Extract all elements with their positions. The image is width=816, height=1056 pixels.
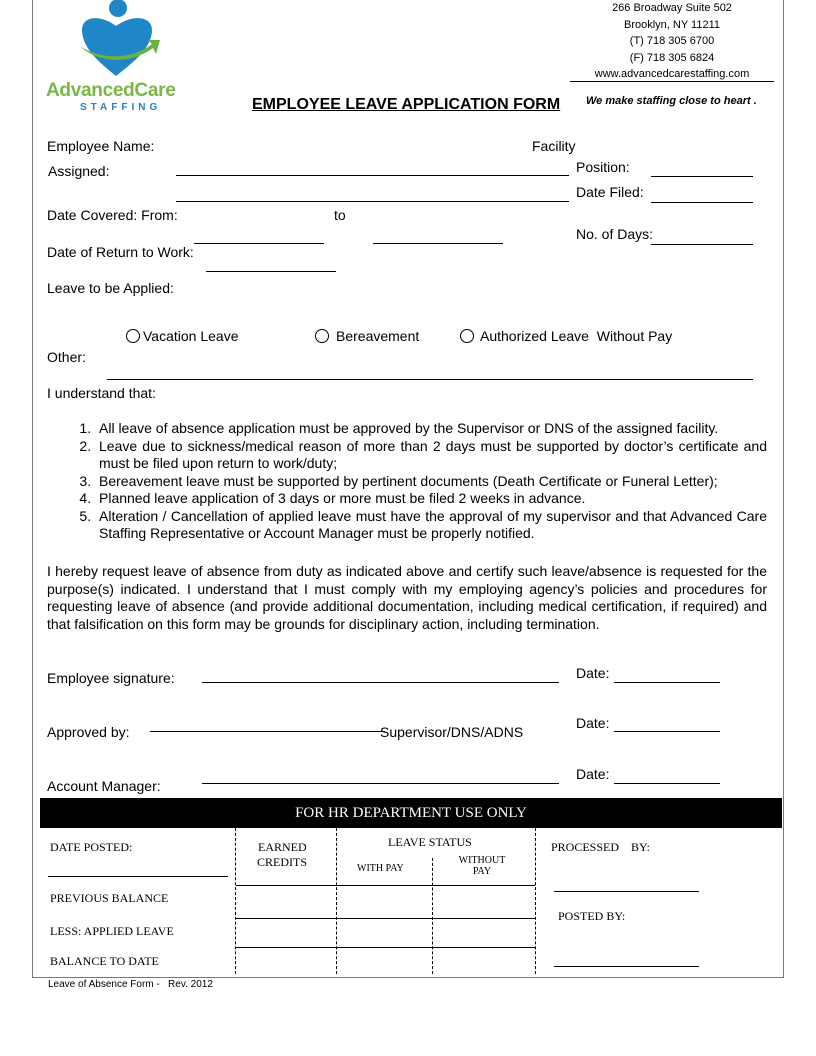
address-line: www.advancedcarestaffing.com xyxy=(594,68,750,80)
date-covered-label: Date Covered: From: xyxy=(47,207,178,223)
other-label: Other: xyxy=(47,349,86,365)
terms-list xyxy=(47,420,767,543)
approval-date-label: Date: xyxy=(576,715,610,731)
balance-to-date-label: BALANCE TO DATE xyxy=(50,954,159,968)
address-line: Brooklyn, NY 11211 xyxy=(623,18,720,31)
form-footer: Leave of Absence Form - Rev. 2012 xyxy=(48,979,213,990)
processed-by-label: PROCESSED BY: xyxy=(551,840,650,854)
certification-paragraph: I hereby request leave of absence from duty as indicated above and certify such leave/absence is requested for the purpose(s) indicated. I understand that I must comply with my employing agency’s policies and procedures for requesting leave of absence (and provide additional documentation, including medical certification, if required) and that falsification on this form may be grounds for disciplinary action, including termination. xyxy=(47,563,767,632)
terms-item: 5. Alteration / Cancellation of applied leave must have the approval of my supervisor and that Advanced Care Staffing Representative or Account Manager must be properly notified. xyxy=(95,508,767,543)
employee-name-field[interactable] xyxy=(176,175,569,176)
terms-intro: I understand that: xyxy=(47,385,156,401)
date-filed-field[interactable] xyxy=(651,202,753,203)
terms-item: 4. Planned leave application of 3 days or more must be filed 2 weeks in advance. xyxy=(95,490,767,508)
account-manager-date-label: Date: xyxy=(576,766,610,782)
position-field[interactable] xyxy=(651,176,753,177)
other-field[interactable] xyxy=(107,379,753,380)
terms-item: 1. All leave of absence application must be approved by the Supervisor or DNS of the assigned facility. xyxy=(95,420,767,438)
table-divider xyxy=(235,828,236,974)
position-label: Position: xyxy=(576,159,630,175)
employee-date-label: Date: xyxy=(576,665,610,681)
table-row-rule xyxy=(236,885,535,886)
leave-status-label: LEAVE STATUS xyxy=(388,835,472,849)
table-divider xyxy=(535,828,536,974)
authorized-leave-radio[interactable] xyxy=(460,329,474,343)
with-pay-label: WITH PAY xyxy=(357,863,404,874)
employee-date-field[interactable] xyxy=(614,682,720,683)
posted-by-label: POSTED BY: xyxy=(558,909,626,923)
bereavement-label: Bereavement xyxy=(336,328,420,344)
without-pay-line1: WITHOUT xyxy=(458,855,506,866)
leave-to-be-applied-label: Leave to be Applied: xyxy=(47,280,174,296)
terms-item: 3. Bereavement leave must be supported by pertinent documents (Death Certificate or Funeral Letter); xyxy=(95,473,767,491)
no-of-days-field[interactable] xyxy=(651,244,753,245)
date-posted-label: DATE POSTED: xyxy=(50,840,133,854)
table-divider xyxy=(336,828,337,974)
date-of-return-label: Date of Return to Work: xyxy=(47,244,194,260)
address-divider xyxy=(570,81,774,82)
vacation-leave-radio[interactable] xyxy=(126,329,140,343)
address-line: 266 Broadway Suite 502 xyxy=(612,2,732,14)
account-manager-field[interactable] xyxy=(202,783,559,784)
processed-by-field[interactable] xyxy=(554,891,699,892)
credits-label: CREDITS xyxy=(257,855,308,869)
employee-signature-label: Employee signature: xyxy=(47,670,175,686)
supervisor-role-label: Supervisor/DNS/ADNS xyxy=(380,724,524,740)
logo-subtitle: STAFFING xyxy=(80,102,162,113)
facility-assigned-field[interactable] xyxy=(176,201,569,202)
posted-by-field[interactable] xyxy=(554,966,699,967)
account-manager-label: Account Manager: xyxy=(47,778,161,794)
employee-name-label: Employee Name: xyxy=(47,138,155,154)
earned-label: EARNED xyxy=(258,840,307,854)
table-row-rule xyxy=(236,947,535,948)
company-logo xyxy=(40,0,192,118)
employee-signature-field[interactable] xyxy=(202,682,559,683)
approval-date-field[interactable] xyxy=(614,731,720,732)
to-label: to xyxy=(334,207,346,223)
approved-by-field[interactable] xyxy=(150,731,385,732)
no-of-days-label: No. of Days: xyxy=(576,226,654,242)
assigned-label: Assigned: xyxy=(48,163,110,179)
without-pay-line2: PAY xyxy=(472,866,492,877)
date-to-field[interactable] xyxy=(373,243,503,244)
vacation-leave-label: Vacation Leave xyxy=(143,328,239,344)
terms-item: 2. Leave due to sickness/medical reason of more than 2 days must be supported by doctor’s certificate and must be filed upon return to work/duty; xyxy=(95,438,767,473)
bereavement-radio[interactable] xyxy=(315,329,329,343)
date-of-return-field[interactable] xyxy=(206,271,336,272)
approved-by-label: Approved by: xyxy=(47,724,130,740)
hr-banner: FOR HR DEPARTMENT USE ONLY xyxy=(40,798,782,828)
table-divider xyxy=(432,858,433,974)
facility-label: Facility xyxy=(532,138,576,154)
account-manager-date-field[interactable] xyxy=(614,783,720,784)
form-title: EMPLOYEE LEAVE APPLICATION FORM xyxy=(252,96,561,113)
date-filed-label: Date Filed: xyxy=(576,184,644,200)
previous-balance-label: PREVIOUS BALANCE xyxy=(50,891,169,905)
address-line: (T) 718 305 6700 xyxy=(629,35,715,47)
table-row-rule xyxy=(236,918,535,919)
authorized-leave-label: Authorized Leave Without Pay xyxy=(480,328,673,344)
less-applied-label: LESS: APPLIED LEAVE xyxy=(50,924,174,938)
tagline: We make staffing close to heart . xyxy=(586,95,757,107)
company-address xyxy=(570,0,774,83)
logo-wordmark: AdvancedCare xyxy=(46,80,176,101)
date-from-field[interactable] xyxy=(194,243,324,244)
address-line: (F) 718 305 6824 xyxy=(629,51,715,64)
without-pay-label xyxy=(458,855,506,877)
date-posted-field[interactable] xyxy=(48,876,228,877)
